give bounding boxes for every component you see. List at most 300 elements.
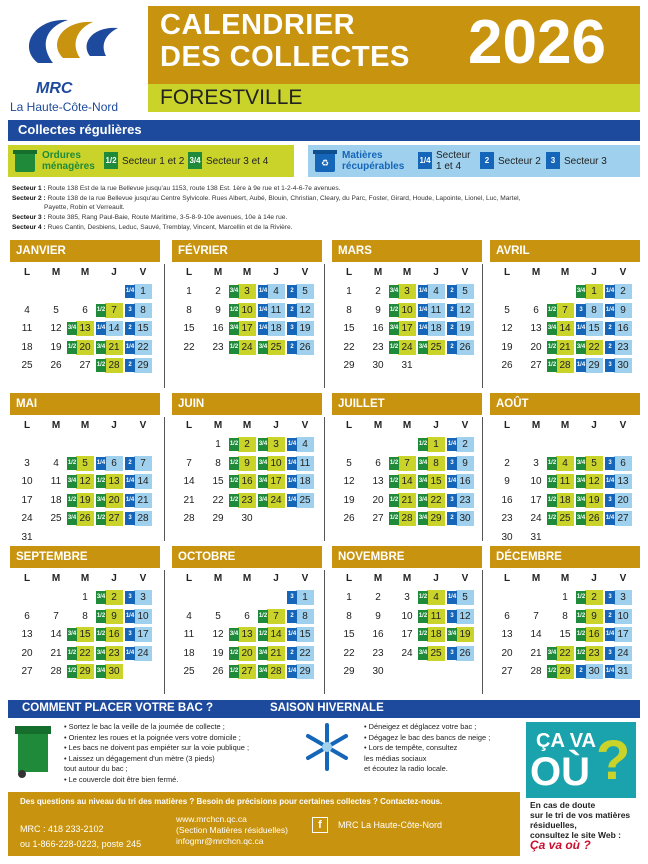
- calendar-day: 17: [238, 321, 256, 336]
- calendar-day: 25: [21, 360, 33, 371]
- footer-question: Des questions au niveau du tri des matières ? Besoin de précisions pour certaines collectes ? Contactez-nous.: [20, 797, 443, 806]
- collection-tag: 3/4: [258, 475, 268, 488]
- weekday-label: M: [402, 573, 412, 584]
- matieres-text-2: Secteur 2: [498, 156, 541, 167]
- collection-tag: 3/4: [96, 494, 106, 507]
- collection-tag: 3/4: [229, 322, 239, 335]
- calendar-day: 10: [21, 476, 33, 487]
- calendar-day: 28: [50, 666, 62, 677]
- weekday-label: V: [461, 420, 469, 431]
- calendar-day: 5: [585, 456, 603, 471]
- calendar-day: 20: [238, 646, 256, 661]
- ordures-text-1: Secteur 1 et 2: [122, 156, 185, 167]
- calendar-day: 19: [76, 493, 94, 508]
- calendar-day: 24: [530, 513, 542, 524]
- collection-tag: 1/4: [447, 438, 457, 451]
- calendar-day: 13: [76, 321, 94, 336]
- collection-tag: 1/2: [229, 304, 239, 317]
- calendar-day: 25: [296, 493, 314, 508]
- collection-tag: 2: [125, 457, 135, 470]
- weekday-label: V: [139, 267, 147, 278]
- weekday-label: M: [213, 267, 223, 278]
- calendar-day: 6: [105, 456, 123, 471]
- email-link[interactable]: infogmr@mrchcn.qc.ca: [176, 836, 264, 846]
- calendar-day: 29: [76, 664, 94, 679]
- collection-tag: 1/4: [287, 494, 297, 507]
- calendar-day: 16: [105, 627, 123, 642]
- calendar-day: 2: [105, 590, 123, 605]
- year: 2026: [468, 8, 606, 77]
- month-header: JUILLET: [332, 393, 482, 415]
- calendar-day: 30: [501, 531, 513, 543]
- calendar-day: 12: [456, 303, 474, 318]
- cavaou-link[interactable]: Ça va où ?: [530, 838, 591, 852]
- calendar-day: 8: [562, 610, 568, 622]
- weekday-label: J: [273, 267, 279, 278]
- ordures-badge-2: 3/4: [188, 152, 202, 169]
- collection-tag: 1/2: [96, 512, 106, 525]
- calendar-day: 11: [21, 323, 33, 334]
- month-header: MAI: [10, 393, 160, 415]
- calendar-day: 5: [53, 304, 59, 316]
- footer-phone: MRC : 418 233-2102 ou 1-866-228-0223, poste 245: [20, 824, 142, 849]
- collection-tag: 3/4: [67, 628, 77, 641]
- month-header: SEPTEMBRE: [10, 546, 160, 568]
- collection-tag: 3: [447, 494, 457, 507]
- collection-tag: 3: [447, 457, 457, 470]
- weekday-label: M: [402, 420, 412, 431]
- calendar-day: 19: [296, 321, 314, 336]
- collection-tag: 3/4: [258, 341, 268, 354]
- collection-tag: 1/4: [605, 304, 615, 317]
- calendar-day: 17: [398, 321, 416, 336]
- weekday-label: M: [560, 420, 570, 431]
- facebook-icon[interactable]: f: [312, 817, 328, 833]
- collection-tag: 3/4: [67, 475, 77, 488]
- collection-tag: 1/4: [96, 322, 106, 335]
- calendar-day: 4: [556, 456, 574, 471]
- weekday-label: M: [402, 267, 412, 278]
- calendar-day: 18: [296, 474, 314, 489]
- calendar-day: 3: [134, 590, 152, 605]
- collection-tag: 1/4: [605, 665, 615, 678]
- calendar-day: 11: [50, 476, 62, 487]
- calendar-day: 7: [105, 303, 123, 318]
- weekday-label: M: [242, 267, 252, 278]
- collection-tag: 3/4: [447, 628, 457, 641]
- collection-tag: 1/2: [96, 359, 106, 372]
- calendar-day: 12: [76, 474, 94, 489]
- weekday-label: L: [23, 573, 31, 584]
- calendar-day: 18: [556, 493, 574, 508]
- weekday-label: V: [139, 420, 147, 431]
- calendar-day: 2: [238, 437, 256, 452]
- weekday-label: L: [185, 267, 193, 278]
- calendar-day: 4: [24, 304, 30, 316]
- collection-tag: 1/2: [389, 304, 399, 317]
- calendar-day: 22: [183, 341, 195, 353]
- collection-tag: 3/4: [418, 647, 428, 660]
- calendar-day: 14: [398, 474, 416, 489]
- collection-tag: 1/2: [258, 628, 268, 641]
- weekday-label: L: [23, 420, 31, 431]
- collection-tag: 1/2: [547, 341, 557, 354]
- weekday-label: L: [503, 267, 511, 278]
- calendar-day: 12: [212, 629, 224, 640]
- calendar-day: 5: [456, 590, 474, 605]
- month-header: JUIN: [172, 393, 322, 415]
- collection-tag: 1/2: [547, 665, 557, 678]
- calendar-day: 22: [343, 647, 355, 659]
- weekday-label: J: [433, 267, 439, 278]
- calendar-day: 16: [372, 323, 384, 334]
- cavaou-doubt-text: En cas de doute sur le tri de vos matières résiduelles, consultez le site Web :: [530, 800, 631, 840]
- calendar-day: 2: [375, 592, 381, 603]
- calendar-day: 2: [614, 284, 632, 299]
- collection-tag: 1/4: [418, 322, 428, 335]
- cavaou-line1: ÇA VA: [536, 730, 596, 752]
- calendar-day: 10: [267, 456, 285, 471]
- collection-tag: 1/4: [287, 628, 297, 641]
- collection-tag: 1/2: [547, 304, 557, 317]
- collection-tag: 1/2: [229, 494, 239, 507]
- title-line1: CALENDRIER: [160, 9, 356, 41]
- collection-tag: 3/4: [258, 457, 268, 470]
- calendar-day: 5: [346, 457, 352, 469]
- calendar-day: 21: [267, 646, 285, 661]
- weekday-label: J: [111, 573, 117, 584]
- collection-tag: 1/2: [389, 341, 399, 354]
- calendar-day: 26: [456, 340, 474, 355]
- collection-tag: 1/2: [67, 494, 77, 507]
- calendar-day: 18: [427, 627, 445, 642]
- collection-tag: 2: [447, 322, 457, 335]
- collection-tag: 1/2: [389, 512, 399, 525]
- bullet-item: • Sortez le bac la veille de la journée de collecte ;: [64, 722, 225, 731]
- calendar-day: 31: [530, 531, 542, 543]
- weekday-label: J: [111, 420, 117, 431]
- weekday-label: M: [531, 573, 541, 584]
- collection-tag: 1/2: [389, 475, 399, 488]
- calendar-day: 29: [296, 664, 314, 679]
- month-header: AOÛT: [490, 393, 640, 415]
- collection-tag: 1/2: [67, 647, 77, 660]
- logo-name: MRC: [36, 80, 73, 97]
- weekday-label: M: [51, 420, 61, 431]
- collection-tag: 3/4: [418, 512, 428, 525]
- calendar-day: 15: [427, 474, 445, 489]
- collection-tag: 1/2: [96, 628, 106, 641]
- calendar-day: 15: [585, 321, 603, 336]
- calendar-day: 22: [134, 340, 152, 355]
- matieres-text-1: Secteur 1 et 4: [436, 150, 471, 172]
- month-header: JANVIER: [10, 240, 160, 262]
- collection-tag: 1/2: [229, 438, 239, 451]
- calendar-day: 10: [614, 609, 632, 624]
- calendar-day: 24: [134, 646, 152, 661]
- weekday-label: L: [345, 573, 353, 584]
- calendar-day: 22: [76, 646, 94, 661]
- website-link[interactable]: www.mrchcn.qc.ca: [176, 814, 247, 824]
- calendar-day: 19: [212, 647, 224, 659]
- calendar-day: 21: [556, 340, 574, 355]
- collection-tag: 3/4: [96, 665, 106, 678]
- calendar-day: 23: [238, 493, 256, 508]
- calendar-day: 29: [427, 511, 445, 526]
- collection-tag: 3/4: [418, 494, 428, 507]
- matieres-badge-1: 1/4: [418, 152, 432, 169]
- collection-tag: 3/4: [547, 647, 557, 660]
- bullet-item: • Laissez un dégagement d'un mètre (3 pieds): [64, 753, 215, 763]
- calendar-day: 28: [556, 358, 574, 373]
- calendar-day: 16: [372, 629, 384, 640]
- calendar-day: 4: [296, 437, 314, 452]
- weekday-label: L: [503, 420, 511, 431]
- calendar-day: 23: [456, 493, 474, 508]
- weekday-label: M: [80, 267, 90, 278]
- collection-tag: 2: [287, 304, 297, 317]
- weekday-label: M: [373, 267, 383, 278]
- snowflake-icon: [302, 722, 352, 772]
- cavaou-question-mark: ?: [596, 728, 631, 791]
- calendar-day: 10: [530, 476, 542, 487]
- collection-tag: 1/2: [547, 359, 557, 372]
- calendar-day: 1: [585, 284, 603, 299]
- calendar-day: 15: [183, 323, 195, 334]
- calendar-day: 8: [346, 304, 352, 316]
- calendar-day: 25: [267, 340, 285, 355]
- calendar-day: 31: [401, 360, 413, 371]
- calendar-day: 7: [267, 609, 285, 624]
- collection-tag: 2: [447, 285, 457, 298]
- weekday-label: V: [619, 420, 627, 431]
- calendar-day: 21: [50, 647, 62, 659]
- calendar-day: 14: [556, 321, 574, 336]
- calendar-day: 27: [530, 360, 542, 371]
- calendar-day: 25: [183, 666, 195, 677]
- calendar-day: 12: [456, 609, 474, 624]
- calendar-day: 23: [614, 340, 632, 355]
- calendar-day: 6: [504, 610, 510, 622]
- month-separator: [482, 264, 483, 388]
- weekday-label: V: [139, 573, 147, 584]
- collection-tag: 2: [125, 359, 135, 372]
- calendar-day: 8: [296, 609, 314, 624]
- calendar-day: 16: [212, 323, 224, 334]
- calendar-day: 21: [530, 647, 542, 659]
- month-separator: [164, 570, 165, 694]
- calendar-day: 18: [267, 321, 285, 336]
- calendar-day: 2: [456, 437, 474, 452]
- calendar-day: 27: [614, 511, 632, 526]
- calendar-day: 6: [82, 304, 88, 316]
- calendar-day: 1: [82, 592, 88, 603]
- cavaou-line2: OÙ: [530, 750, 590, 794]
- collection-tag: 1/4: [125, 285, 135, 298]
- collection-tag: 3: [605, 494, 615, 507]
- calendar-day: 21: [183, 494, 195, 506]
- collection-tag: 1/4: [125, 494, 135, 507]
- calendar-day: 23: [585, 646, 603, 661]
- collection-tag: 3: [447, 647, 457, 660]
- collection-tag: 1/2: [418, 438, 428, 451]
- collection-tag: 3/4: [258, 438, 268, 451]
- collection-tag: 3: [605, 591, 615, 604]
- collection-tag: 2: [287, 610, 297, 623]
- collection-tag: 3/4: [258, 647, 268, 660]
- calendar-day: 17: [134, 627, 152, 642]
- calendar-day: 10: [134, 609, 152, 624]
- collection-tag: 1/4: [258, 304, 268, 317]
- calendar-day: 20: [530, 341, 542, 353]
- facebook-text[interactable]: MRC La Haute-Côte-Nord: [338, 820, 443, 830]
- calendar-day: 20: [614, 493, 632, 508]
- calendar-day: 21: [398, 493, 416, 508]
- calendar-day: 14: [183, 476, 195, 487]
- calendar-day: 9: [375, 610, 381, 622]
- calendar-day: 26: [76, 511, 94, 526]
- calendar-day: 16: [614, 321, 632, 336]
- collection-tag: 1/2: [418, 591, 428, 604]
- calendar-day: 12: [585, 474, 603, 489]
- collection-tag: 1/2: [229, 341, 239, 354]
- calendar-day: 1: [134, 284, 152, 299]
- calendar-day: 8: [134, 303, 152, 318]
- calendar-day: 17: [530, 494, 542, 506]
- collection-tag: 1/2: [258, 610, 268, 623]
- calendar-day: 3: [404, 592, 410, 603]
- collection-tag: 1/4: [258, 322, 268, 335]
- calendar-day: 4: [186, 610, 192, 622]
- calendar-day: 12: [501, 323, 513, 334]
- calendar-day: 22: [556, 646, 574, 661]
- collection-tag: 3/4: [418, 475, 428, 488]
- calendar-day: 8: [186, 304, 192, 316]
- calendar-day: 29: [212, 513, 224, 524]
- weekday-label: M: [213, 420, 223, 431]
- sector-2-cont: Payette, Robin et Verreault.: [44, 204, 125, 211]
- sector-2: Secteur 2 : Route 138 de la rue Bellevue jusqu'au Centre Sylvicole. Rues Albert, Aubé, Blouin, Christian, Cleary, du Parc, Foster, Girard, Houde, Lapointe, Lionel, Luc, Martel,: [12, 195, 521, 202]
- weekday-label: L: [345, 267, 353, 278]
- weekday-label: M: [80, 420, 90, 431]
- month-header: AVRIL: [490, 240, 640, 262]
- winter-title: SAISON HIVERNALE: [270, 702, 384, 714]
- calendar-day: 22: [212, 494, 224, 506]
- calendar-day: 18: [50, 494, 62, 506]
- logo-subtitle: La Haute-Côte-Nord: [10, 100, 119, 114]
- calendar-day: 13: [238, 627, 256, 642]
- calendar-day: 1: [562, 592, 568, 603]
- collection-tag: 3: [125, 304, 135, 317]
- collection-tag: 3/4: [96, 647, 106, 660]
- collection-tag: 2: [605, 322, 615, 335]
- calendar-day: 1: [346, 592, 352, 603]
- calendar-day: 5: [504, 304, 510, 316]
- weekday-label: M: [560, 267, 570, 278]
- calendar-day: 22: [343, 341, 355, 353]
- collection-tag: 3/4: [389, 322, 399, 335]
- calendar-day: 28: [530, 666, 542, 677]
- calendar-day: 5: [215, 610, 221, 622]
- calendar-day: 9: [238, 456, 256, 471]
- weekday-label: J: [433, 420, 439, 431]
- calendar-day: 23: [105, 646, 123, 661]
- calendar-day: 22: [296, 646, 314, 661]
- calendar-day: 19: [343, 494, 355, 506]
- calendar-day: 3: [238, 284, 256, 299]
- collection-tag: 3/4: [258, 494, 268, 507]
- calendar-day: 25: [427, 646, 445, 661]
- weekday-label: V: [301, 573, 309, 584]
- bullet-item: et écoutez la radio locale.: [364, 764, 448, 773]
- collection-tag: 2: [447, 341, 457, 354]
- calendar-day: 26: [343, 513, 355, 524]
- bullet-item: • Les bacs ne doivent pas empiéter sur la voie publique ;: [64, 743, 250, 752]
- calendar-day: 19: [456, 627, 474, 642]
- calendar-day: 28: [398, 511, 416, 526]
- calendar-day: 21: [134, 493, 152, 508]
- weekday-label: J: [433, 573, 439, 584]
- collection-tag: 2: [287, 285, 297, 298]
- calendar-day: 2: [215, 286, 221, 297]
- weekday-label: J: [111, 267, 117, 278]
- calendar-day: 16: [585, 627, 603, 642]
- collection-tag: 1/2: [96, 475, 106, 488]
- month-header: OCTOBRE: [172, 546, 322, 568]
- collection-tag: 1/4: [258, 285, 268, 298]
- collection-tag: 3: [287, 322, 297, 335]
- collection-tag: 3/4: [576, 494, 586, 507]
- collection-tag: 2: [125, 322, 135, 335]
- calendar-day: 29: [134, 358, 152, 373]
- calendar-day: 24: [614, 646, 632, 661]
- matieres-text-3: Secteur 3: [564, 156, 607, 167]
- collection-tag: 1/4: [125, 475, 135, 488]
- collection-tag: 1/2: [96, 304, 106, 317]
- calendar-day: 2: [585, 590, 603, 605]
- bullet-item: • Lors de tempête, consultez: [364, 743, 458, 752]
- calendar-day: 20: [76, 340, 94, 355]
- calendar-day: 11: [427, 303, 445, 318]
- calendar-day: 18: [21, 341, 33, 353]
- month-separator: [164, 417, 165, 541]
- calendar-day: 8: [215, 457, 221, 469]
- calendar-day: 14: [530, 629, 542, 640]
- bullet-item: • Déneigez et déglacez votre bac ;: [364, 722, 477, 731]
- calendar-day: 8: [585, 303, 603, 318]
- ordures-text-2: Secteur 3 et 4: [206, 156, 269, 167]
- collection-tag: 2: [605, 610, 615, 623]
- calendar-day: 25: [50, 513, 62, 524]
- calendar-day: 6: [375, 457, 381, 469]
- calendar-day: 7: [556, 303, 574, 318]
- calendar-day: 8: [82, 610, 88, 622]
- calendar-day: 3: [398, 284, 416, 299]
- calendar-day: 4: [53, 457, 59, 469]
- collection-tag: 1/4: [576, 322, 586, 335]
- weekday-label: L: [23, 267, 31, 278]
- calendar-day: 3: [267, 437, 285, 452]
- calendar-day: 16: [238, 474, 256, 489]
- calendar-day: 28: [134, 511, 152, 526]
- title-line2: DES COLLECTES: [160, 41, 410, 73]
- collection-tag: 1/4: [287, 475, 297, 488]
- calendar-day: 6: [24, 610, 30, 622]
- month-header: NOVEMBRE: [332, 546, 482, 568]
- collection-tag: 3/4: [576, 285, 586, 298]
- collection-tag: 3: [125, 628, 135, 641]
- weekday-label: V: [619, 573, 627, 584]
